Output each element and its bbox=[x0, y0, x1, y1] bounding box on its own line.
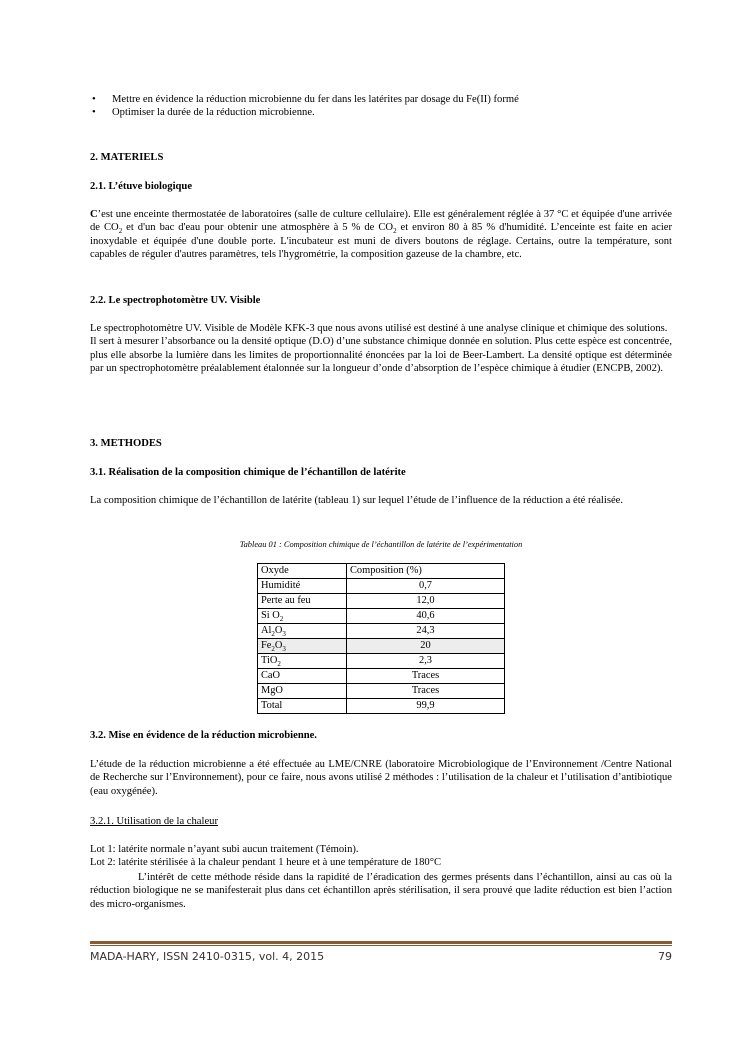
subsubsection-heading-chaleur: 3.2.1. Utilisation de la chaleur bbox=[90, 816, 218, 827]
list-item: • Mettre en évidence la réduction microbienne du fer dans les latérites par dosage du Fe(II) formé bbox=[90, 93, 672, 106]
table-row: Si $O_2$ 40,6 bbox=[258, 609, 505, 624]
page-footer bbox=[90, 950, 672, 963]
composition-table bbox=[257, 563, 505, 714]
table-row-total: Total 99,9 bbox=[258, 699, 505, 714]
footer-rule-thin bbox=[90, 945, 672, 946]
section-heading-materiels: 2. MATERIELS bbox=[90, 152, 164, 163]
table-row: TiO$_2$ 2,3 bbox=[258, 654, 505, 669]
table-row-shaded: $Fe_2O_3$ 20 bbox=[258, 639, 505, 654]
table-caption: Tableau 01 : Composition chimique de l’échantillon de latérite de l’expérimentation bbox=[239, 540, 523, 549]
table-header-cell: Oxyde bbox=[258, 564, 347, 579]
table-header-cell: Composition (%) bbox=[347, 564, 505, 579]
lots-list bbox=[90, 843, 672, 870]
paragraph-spectro-1: Le spectrophotomètre UV. Visible de Modèle KFK-3 que nous avons utilisé est destiné à une analyse clinique et chimique des solutions. bbox=[90, 323, 668, 334]
lot-2: Lot 2: latérite stérilisée à la chaleur pendant 1 heure et à une température de 180°C bbox=[90, 857, 442, 869]
subsection-heading-composition: 3.1. Réalisation de la composition chimique de l’échantillon de latérite bbox=[90, 467, 406, 478]
table-row: MgO Traces bbox=[258, 684, 505, 699]
objectives-list bbox=[90, 93, 672, 120]
subsection-heading-reduction: 3.2. Mise en évidence de la réduction microbienne. bbox=[90, 730, 317, 741]
page-number: 79 bbox=[658, 950, 672, 963]
lot-1: Lot 1: latérite normale n’ayant subi aucun traitement (Témoin). bbox=[90, 844, 359, 855]
paragraph-spectro bbox=[90, 322, 672, 376]
table-header-row bbox=[258, 564, 505, 579]
drop-letter: C bbox=[90, 209, 98, 220]
paragraph-composition: La composition chimique de l’échantillon de latérite (tableau 1) sur lequel l’étude de l’influence de la réduction a été réalisée. bbox=[90, 495, 623, 506]
paragraph-spectro-2: Il sert à mesurer l’absorbance ou la densité optique (D.O) d’une substance chimique donnée en solution. Plus cette espèce est concentrée, plus elle absorbe la lumière dans les limites de proportionnalité énoncées par la loi de Beer-Lambert. La densité optique est déterminée par un spectrophotomètre préalablement étalonnée sur la longueur d’onde d’absorption de l’espèce chimique à étudier (ENCPB, 2002). bbox=[90, 336, 672, 375]
paragraph-reduction: L’étude de la réduction microbienne a été effectuée au LME/CNRE (laboratoire Microbiologique de l’Environnement /Centre National de Recherche sur l’Environnement), pour ce faire, nous avons utilisé 2 méthodes : l’utilisation de la chaleur et l’utilisation d’antibiotique (eau oxygénée). bbox=[90, 759, 672, 797]
paragraph-chaleur-text: L’intérêt de cette méthode réside dans la rapidité de l’éradication des germes présents dans l’échantillon, ainsi au cas où la réduction biologique ne se manifesterait plus dans cet échantillon après stérilisation, il sera prouvé que ladite réduction est bien l’action des micro-organismes. bbox=[90, 872, 672, 910]
table-row: $Al_2O_3$ 24,3 bbox=[258, 624, 505, 639]
journal-citation: MADA-HARY, ISSN 2410-0315, vol. 4, 2015 bbox=[90, 950, 325, 963]
paragraph-etuve: C’est une enceinte thermostatée de laboratoires (salle de culture cellulaire). Elle est généralement réglée à 37 °C et équipée d'une arrivée de $CO_2$ et d'un bac d'eau pour obtenir une atmosphère à 5 % de $CO_2$ et environ 80 à 85 % d'humidité. L’enceinte est faite en acier inoxydable et équipée d'une double porte. L'incubateur est muni de divers boutons de réglage. Certains, outre la température, sont capables de réguler d'autres paramètres, tels l'hygrométrie, la composition gazeuse de la chambre, etc. bbox=[90, 209, 673, 261]
table-row: CaO Traces bbox=[258, 669, 505, 684]
list-item: • Optimiser la durée de la réduction microbienne. bbox=[90, 106, 672, 119]
table-row: Humidité 0,7 bbox=[258, 579, 505, 594]
footer-rule bbox=[90, 941, 672, 944]
section-heading-methodes: 3. METHODES bbox=[90, 438, 162, 449]
subsection-heading-etuve: 2.1. L’étuve biologique bbox=[90, 181, 193, 192]
table-row: Perte au feu 12,0 bbox=[258, 594, 505, 609]
subsection-heading-spectro: 2.2. Le spectrophotomètre UV. Visible bbox=[90, 295, 261, 306]
